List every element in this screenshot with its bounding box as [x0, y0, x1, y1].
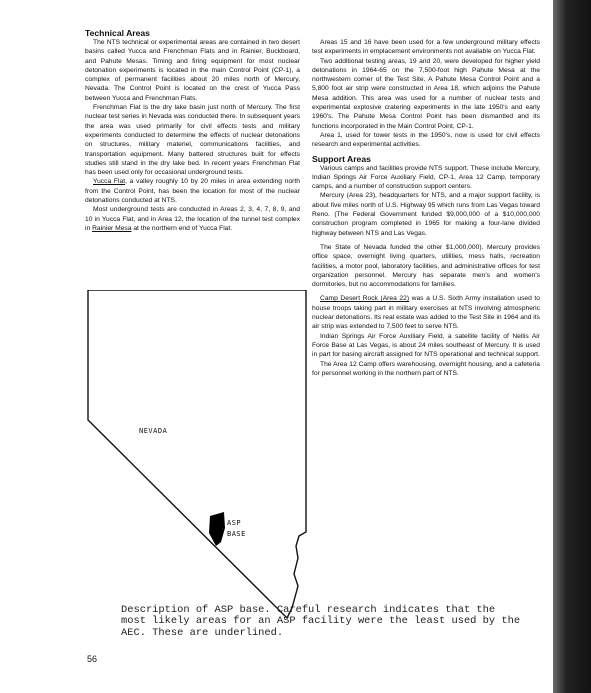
paragraph: Two additional testing areas, 19 and 20, were developed for higher yield detonations in 1964-65 on the 7,500-foot high Pahute Mesa at the northwestern corner of the Test Site. A Pahute Mesa Control Point and a 5,800 foot air strip were constructed in Area 18, which adjoins the Pahute Mesa addition. This area was used for a number of nuclear tests and experimental explosive cratering experiments in the late 1950's and early 1960's. The Pahute Mesa Control Point has been dismantled and its functions incorporated in the Main Control Point, CP-1. — [312, 57, 540, 130]
underlined-rainier-mesa: Rainier Mesa — [92, 224, 132, 232]
nevada-state-outline — [88, 290, 306, 618]
paragraph: Areas 15 and 16 have been used for a few underground military effects test experiments in emplacement environments not available on Yucca Flat. — [312, 39, 540, 56]
paragraph: Area 1, used for tower tests in the 1950's, now is used for civil effects research and experimental activities. — [312, 131, 540, 149]
asp-label-line: ASP — [227, 519, 242, 527]
book-spine-edge — [553, 0, 591, 693]
paragraph-text: , a valley roughly 10 by 20 miles in area extending north from the Control Point, has been the location for most of the nuclear detonations conducted at NTS. — [85, 178, 300, 205]
paragraph: Frenchman Flat is the dry lake basin just north of Mercury. The first nuclear test series in Nevada was conducted there. In subsequent years the area was used primarily for civil effects tests and military experiments conducted to determine the effects of nuclear detonations on structures, military materiel, communications facilities, and transportation equipment. Many battered structures built for effects studies still stand in the dry lake bed. In recent years Frenchman Flat has been used only for occasional underground tests. — [85, 104, 300, 177]
paragraph: The NTS technical or experimental areas are contained in two desert basins called Yucca and Frenchman Flats and in Rainier, Buckboard, and Pahute Mesas. Timing and firing equipment for most nuclear detonation experiments is located in the main Control Point (CP-1), a complex of permanent facilities about 20 miles north of Mercury, Nevada. The Control Point is located on the crest of Yucca Pass between Yucca and Frenchman Flats. — [85, 39, 300, 102]
paragraph: Mercury (Area 23), headquarters for NTS, and a major support facility, is about five miles north of U.S. Highway 95 which runs from Las Vegas toward Reno. (The Federal Government funded $9,000,000 of a $10,000,000 construction program completed in 1965 for making a four-lane divided highway between NTS and Las Vegas. — [312, 192, 540, 237]
technical-areas-heading: Technical Areas — [85, 28, 150, 38]
right-column — [312, 38, 540, 378]
paragraph-text: was a U.S. Sixth Army installation used to house troops taking part in military exercises at NTS involving atmospheric nuclear detonations. Its real estate was added to the Test Site in 1964 and its air strip was extended to 7,500 feet to serve NTS. — [312, 295, 540, 331]
paragraph: The State of Nevada funded the other $1,000,000). Mercury provides office space, overnight living quarters, utilities, mess halls, recreation facilities, a motor pool, laboratory facilities, and administrative offices for test organization personnel. Mercury has separate men's and women's dormitories, but no accommodations for families. — [312, 243, 540, 289]
left-column — [85, 28, 300, 233]
paragraph-text: Most underground tests are conducted in Areas 2, 3, 4, 7, 8, 9, and 10 in Yucca Flat, and in Area 12, the location of the tunnel test complex in — [85, 206, 300, 232]
paragraph — [312, 294, 540, 331]
asp-base-marker — [209, 512, 225, 546]
underlined-yucca-flat: Yucca Flat — [93, 178, 126, 186]
paragraph: Various camps and facilities provide NTS support. These include Mercury, Indian Springs Air Force Auxiliary Field, CP-1, Area 12 Camp, temporary camps, and a number of construction support centers. — [312, 164, 540, 191]
underlined-camp-desert-rock: Camp Desert Rock (Area 22) — [320, 295, 410, 303]
nevada-map — [82, 290, 310, 620]
typewritten-caption: Description of ASP base. Careful research indicates that the most likely areas for an ASP facility were the least used by the AEC. These are underlined. — [121, 604, 521, 639]
paragraph-text: at the northern end of Yucca Flat. — [131, 224, 233, 232]
support-areas-heading: Support Areas — [312, 153, 371, 164]
paragraph — [85, 205, 300, 233]
base-label-line: BASE — [227, 530, 246, 538]
paragraph: Indian Springs Air Force Auxiliary Field, a satellite facility of Nellis Air Force Base at Las Vegas, is about 24 miles southeast of Mercury. It is used in part for basing aircraft assigned for NTS operational and technical support. — [312, 332, 540, 359]
paragraph: The Area 12 Camp offers warehousing, overnight housing, and a cafeteria for personnel working in the northern part of NTS. — [312, 360, 540, 377]
asp-base-label — [227, 518, 246, 540]
paragraph — [85, 177, 300, 205]
page-number: 56 — [87, 654, 98, 664]
nevada-label: NEVADA — [139, 427, 168, 435]
